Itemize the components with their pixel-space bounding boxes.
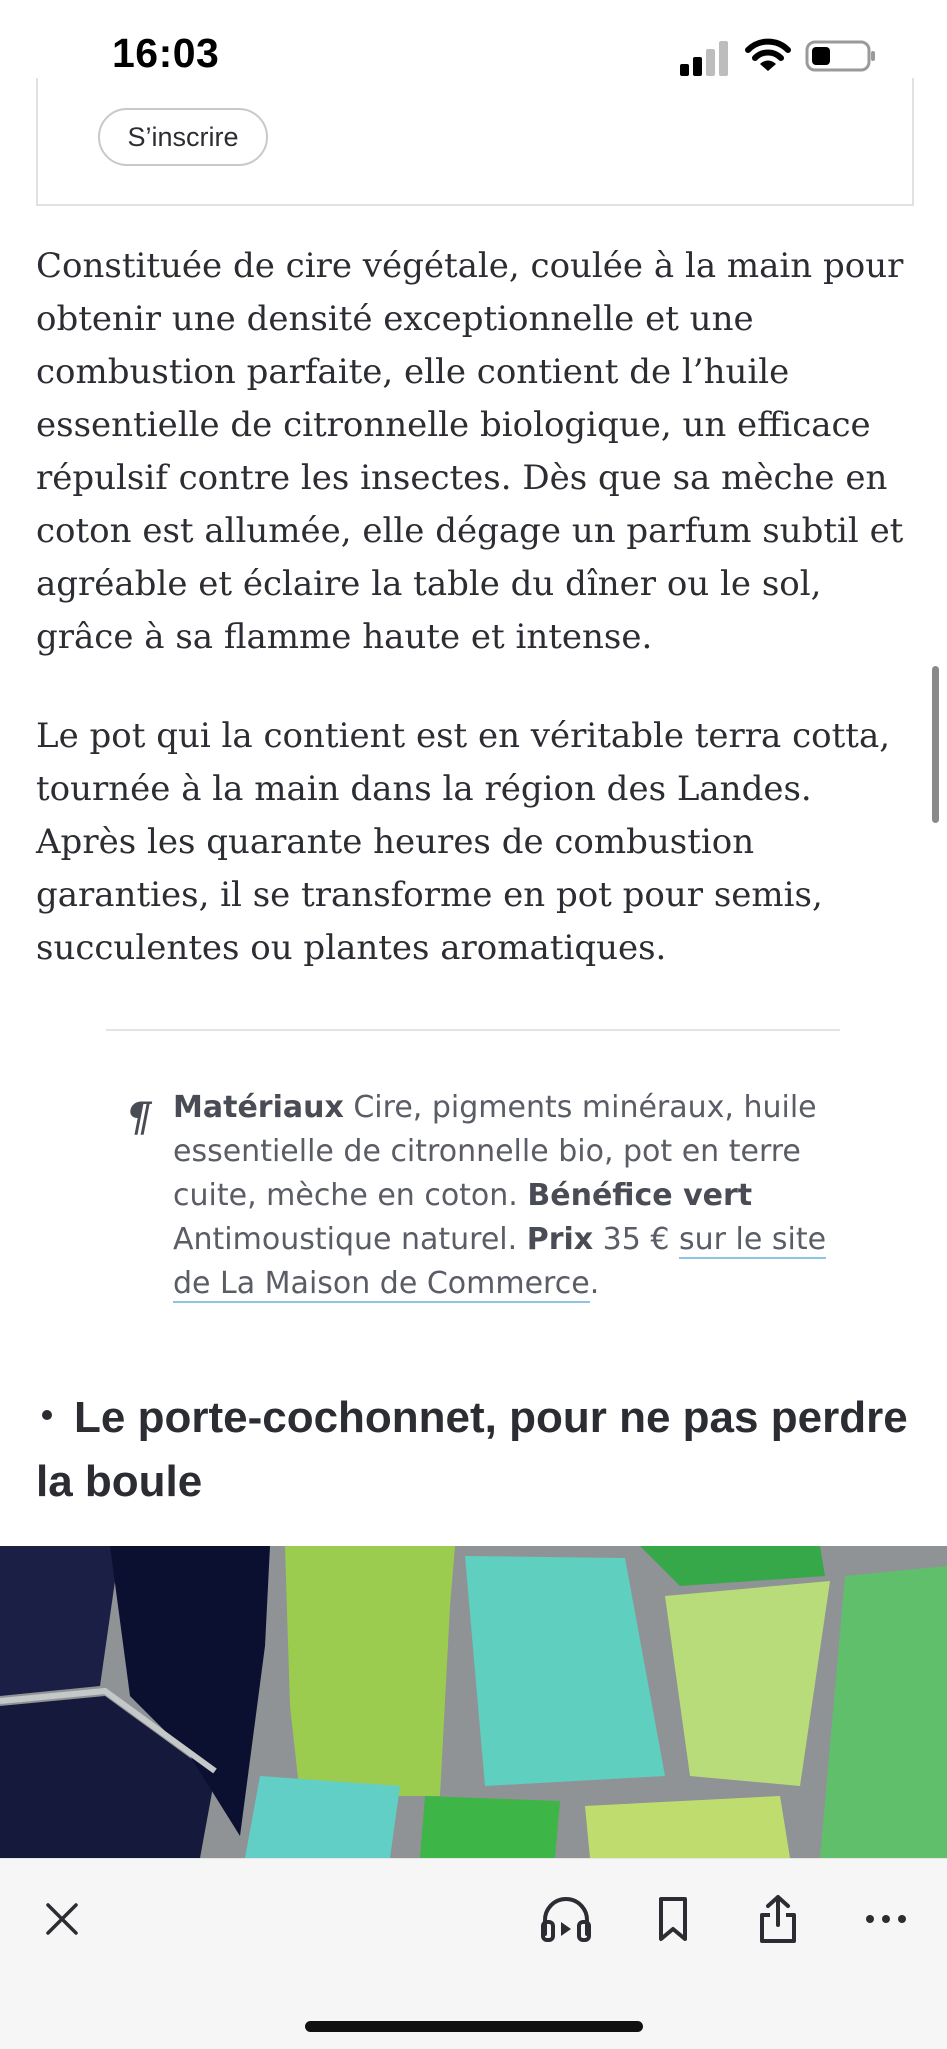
bookmark-icon: [653, 1895, 693, 1943]
headphones-icon: [539, 1894, 593, 1944]
home-indicator[interactable]: [305, 2021, 643, 2032]
article-paragraph: Le pot qui la contient est en véritable terra cotta, tournée à la main dans la région des Landes. Après les quarante heures de combustion garanties, il se transforme en pot pour semis, succulentes ou plantes aromatiques.: [36, 716, 891, 968]
shop-link[interactable]: sur le site de La Maison de Commerce: [173, 1222, 827, 1301]
price-text: 35 €: [593, 1222, 680, 1257]
more-icon: [864, 1913, 908, 1925]
section-heading: [36, 1386, 916, 1514]
share-icon: [756, 1893, 800, 1945]
end-punctuation: .: [589, 1266, 600, 1301]
battery-icon: [805, 40, 877, 72]
product-info-text: [173, 1086, 833, 1306]
bullet-icon: [42, 1410, 52, 1420]
bottom-toolbar: [0, 1858, 947, 2049]
share-button[interactable]: [748, 1889, 808, 1949]
cellular-signal-icon: [680, 40, 732, 76]
pilcrow-icon: ¶: [126, 1094, 152, 1141]
divider: [106, 1029, 840, 1031]
wifi-icon: [745, 38, 791, 74]
status-time: 16:03: [112, 30, 220, 76]
close-icon: [42, 1899, 82, 1939]
more-button[interactable]: [856, 1889, 916, 1949]
price-label: Prix: [526, 1222, 594, 1257]
listen-button[interactable]: [536, 1889, 596, 1949]
subscribe-button[interactable]: S’inscrire: [98, 108, 268, 166]
scrollbar[interactable]: [932, 666, 939, 823]
benefit-label: Bénéfice vert: [527, 1178, 753, 1213]
article-image: [0, 1546, 947, 1858]
article-paragraph: Constituée de cire végétale, coulée à la main pour obtenir une densité exceptionnelle et une combustion parfaite, elle contient de l’huile essentielle de citronnelle biologique, un efficace répulsif contre les insectes. Dès que sa mèche en coton est allumée, elle dégage un parfum subtil et agréable et éclaire la table du dîner ou le sol, grâce à sa flamme haute et intense.: [36, 246, 904, 657]
close-button[interactable]: [32, 1889, 92, 1949]
bookmark-button[interactable]: [643, 1889, 703, 1949]
mosaic-image: [0, 1546, 947, 1858]
benefit-text: Antimoustique naturel.: [173, 1222, 527, 1257]
section-heading-text: Le porte-cochonnet, pour ne pas perdre la boule: [36, 1393, 908, 1506]
materials-text: Cire, pigments minéraux, huile essentielle de citronnelle bio, pot en terre cuite, mèche en coton.: [173, 1090, 817, 1213]
materials-label: Matériaux: [173, 1090, 344, 1125]
newsletter-box: [36, 78, 914, 206]
